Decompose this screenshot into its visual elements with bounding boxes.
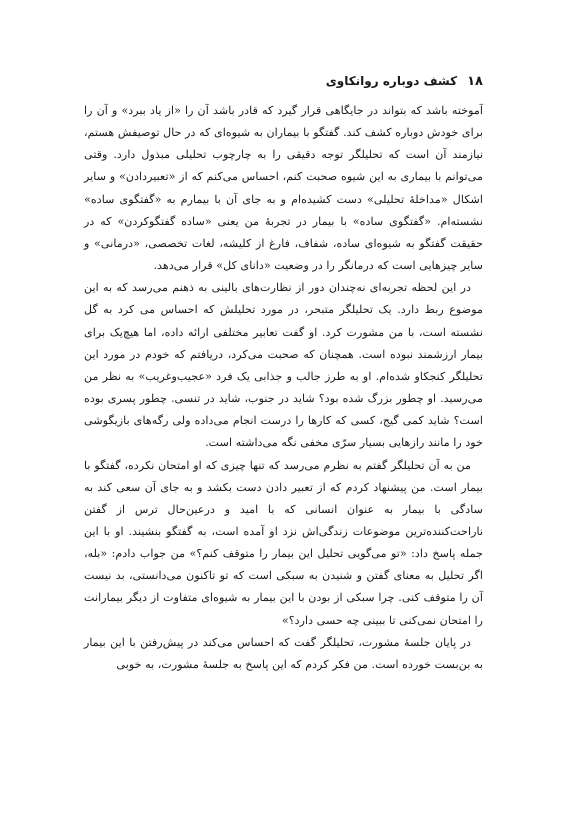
page-number: ۱۸ <box>467 73 483 89</box>
paragraph: من به آن تحلیلگر گفتم به نظرم می‌رسد که تنها چیزی که او امتحان نکرده، گفتگو با بیمار است. من پیشنهاد کردم که از تعبیر دادن دست بکشد و به جای آن سعی کند به سادگی با بیمار به عنوان انسانی که با امید و درعین‌حال ترس از گفتن ناراحت‌کننده‌ترین موضوعات زندگی‌اش نزد او آمده است، به گفتگو بنشیند. او با این جمله پاسخ داد: «تو می‌گویی تحلیل این بیمار را متوقف کنم؟» من جواب دادم: «بله، اگر تحلیل به معنای گفتن و شنیدن به سبکی است که تو تاکنون می‌دانستی، بد نیست آن را متوقف کنی. چرا سبکی از بودن با این بیمار به شیوه‌ای متفاوت از دیگر بیمارانت را امتحان نمی‌کنی تا ببینی چه حسی دارد؟» <box>84 458 483 627</box>
paragraph: در پایان جلسهٔ مشورت، تحلیلگر گفت که احساس می‌کند در پیش‌رفتن با این بیمار به بن‌بست خورده است. من فکر کردم که این پاسخ به جلسهٔ مشورت، به خوبی <box>84 635 483 671</box>
page-header <box>84 70 483 92</box>
running-title: کشف دوباره روانکاوی <box>325 74 458 88</box>
paragraph: آموخته باشد که بتواند در جایگاهی قرار گیرد که قادر باشد آن را «از یاد ببرد» و آن را برای خودش دوباره کشف کند. گفتگو با بیماران به شیوه‌ای که در حال توصیفش هستم، نیازمند آن است که تحلیلگر توجه دقیقی را به چارچوب تحلیلی مبذول دارد. وقتی می‌توانم با بیماری به این شیوه صحبت کنم، احساس می‌کنم که از «تعبیردادن» و سایر اشکال «مداخلهٔ تحلیلی» دست کشیده‌ام و به جای آن با بیمارم به «گفتگوی ساده» نشسته‌ام. «گفتگوی ساده» با بیمار در تجربهٔ من یعنی «ساده گفتگوکردن» که در حقیقت گفتگو به شیوه‌ای ساده، شفاف، فارغ از کلیشه، لغات تخصصی، «درمانی» و سایر چیزهایی است که درمانگر را در وضعیت «دانای کل» قرار می‌دهد. <box>84 104 483 273</box>
body-text <box>84 100 483 676</box>
paragraph: در این لحظه تجربه‌ای نه‌چندان دور از نظارت‌های بالینی به ذهنم می‌رسد که به این موضوع ربط دارد. یک تحلیلگر متبحر، در مورد تحلیلش که احساس می کرد به گل نشسته است، با من مشورت کرد. او گفت تعابیر مختلفی ارائه داده، اما هیچ‌یک برای بیمار ارزشمند نبوده است. همچنان که صحبت می‌کرد، دریافتم که خودم در مورد این تحلیلگر کنجکاو شده‌ام. او به طرز جالب و جذابی یک فرد «عجیب‌وغریب» به نظر من می‌رسید. او چطور بزرگ شده بود؟ شاید در جنوب، شاید در تنسی. چطور پسری بوده است؟ شاید کمی گیج، کسی که کارها را درست انجام می‌داده ولی رگه‌های بازیگوشی خود را مانند رازهایی بسیار سرّی مخفی نگه می‌داشته است. <box>84 281 483 450</box>
